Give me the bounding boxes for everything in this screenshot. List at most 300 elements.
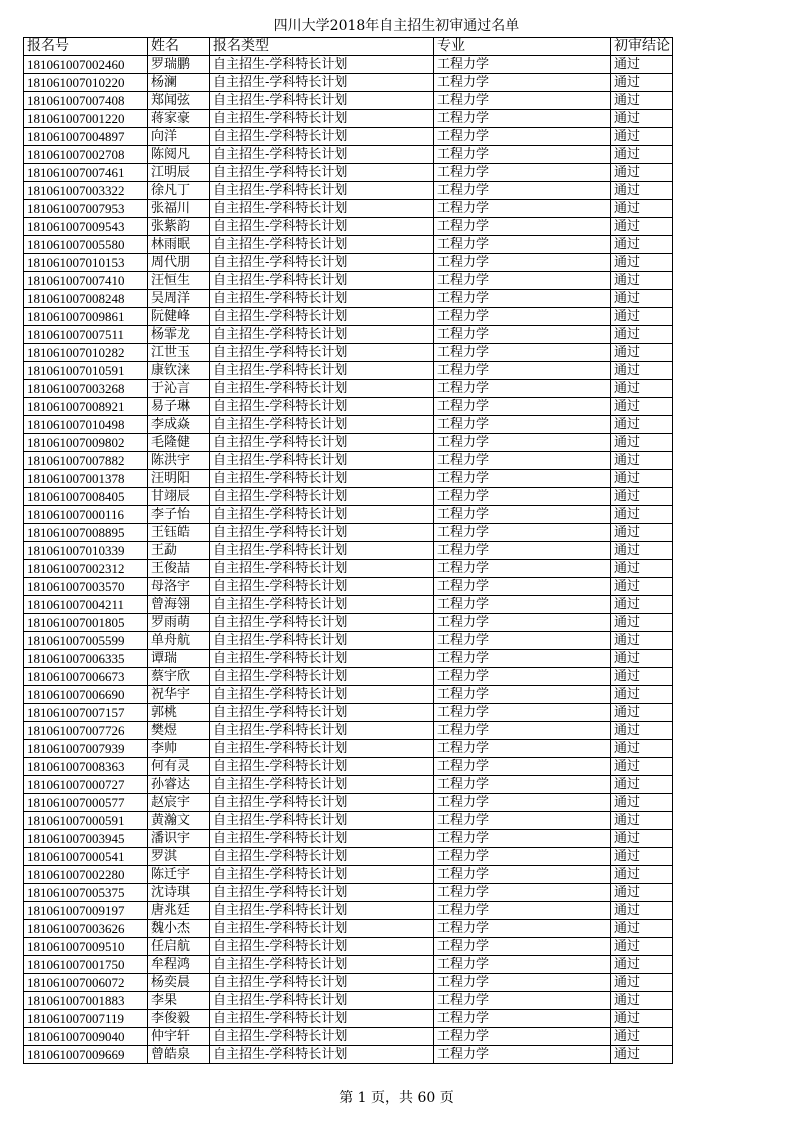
application-type-cell: 自主招生-学科特长计划 bbox=[210, 452, 434, 470]
application-type-cell: 自主招生-学科特长计划 bbox=[210, 362, 434, 380]
name-cell: 谭瑞 bbox=[148, 650, 210, 668]
registration-no-cell: 181061007002460 bbox=[24, 56, 148, 74]
result-cell: 通过 bbox=[611, 650, 673, 668]
name-cell: 曾海翎 bbox=[148, 596, 210, 614]
application-type-cell: 自主招生-学科特长计划 bbox=[210, 470, 434, 488]
major-cell: 工程力学 bbox=[434, 488, 611, 506]
major-cell: 工程力学 bbox=[434, 146, 611, 164]
table-row bbox=[24, 578, 673, 596]
application-type-cell: 自主招生-学科特长计划 bbox=[210, 1028, 434, 1046]
registration-no-cell: 181061007006673 bbox=[24, 668, 148, 686]
application-type-cell: 自主招生-学科特长计划 bbox=[210, 488, 434, 506]
major-cell: 工程力学 bbox=[434, 236, 611, 254]
result-cell: 通过 bbox=[611, 686, 673, 704]
table-row bbox=[24, 974, 673, 992]
application-type-cell: 自主招生-学科特长计划 bbox=[210, 758, 434, 776]
application-type-cell: 自主招生-学科特长计划 bbox=[210, 146, 434, 164]
result-cell: 通过 bbox=[611, 884, 673, 902]
result-cell: 通过 bbox=[611, 290, 673, 308]
result-cell: 通过 bbox=[611, 632, 673, 650]
table-row bbox=[24, 506, 673, 524]
table-row bbox=[24, 344, 673, 362]
result-cell: 通过 bbox=[611, 218, 673, 236]
registration-no-cell: 181061007005599 bbox=[24, 632, 148, 650]
application-type-cell: 自主招生-学科特长计划 bbox=[210, 650, 434, 668]
name-cell: 甘翊辰 bbox=[148, 488, 210, 506]
application-type-cell: 自主招生-学科特长计划 bbox=[210, 416, 434, 434]
major-cell: 工程力学 bbox=[434, 470, 611, 488]
major-cell: 工程力学 bbox=[434, 722, 611, 740]
major-cell: 工程力学 bbox=[434, 128, 611, 146]
registration-no-cell: 181061007008363 bbox=[24, 758, 148, 776]
result-cell: 通过 bbox=[611, 56, 673, 74]
registration-no-cell: 181061007005580 bbox=[24, 236, 148, 254]
result-cell: 通过 bbox=[611, 326, 673, 344]
table-row bbox=[24, 542, 673, 560]
application-type-cell: 自主招生-学科特长计划 bbox=[210, 668, 434, 686]
application-type-cell: 自主招生-学科特长计划 bbox=[210, 866, 434, 884]
registration-no-cell: 181061007000577 bbox=[24, 794, 148, 812]
table-row bbox=[24, 56, 673, 74]
name-cell: 魏小杰 bbox=[148, 920, 210, 938]
registration-no-cell: 181061007003570 bbox=[24, 578, 148, 596]
page-footer: 第 1 页，共 60 页 bbox=[339, 1090, 454, 1106]
major-cell: 工程力学 bbox=[434, 92, 611, 110]
name-cell: 毛隆健 bbox=[148, 434, 210, 452]
application-type-cell: 自主招生-学科特长计划 bbox=[210, 938, 434, 956]
result-cell: 通过 bbox=[611, 830, 673, 848]
name-cell: 蒋家豪 bbox=[148, 110, 210, 128]
result-cell: 通过 bbox=[611, 902, 673, 920]
application-type-cell: 自主招生-学科特长计划 bbox=[210, 290, 434, 308]
result-cell: 通过 bbox=[611, 974, 673, 992]
major-cell: 工程力学 bbox=[434, 650, 611, 668]
table-row bbox=[24, 596, 673, 614]
name-cell: 陈洪宇 bbox=[148, 452, 210, 470]
registration-no-cell: 181061007001378 bbox=[24, 470, 148, 488]
result-cell: 通过 bbox=[611, 362, 673, 380]
name-cell: 曾皓泉 bbox=[148, 1046, 210, 1064]
registration-no-cell: 181061007010153 bbox=[24, 254, 148, 272]
result-cell: 通过 bbox=[611, 740, 673, 758]
result-cell: 通过 bbox=[611, 794, 673, 812]
name-cell: 牟程鸿 bbox=[148, 956, 210, 974]
name-cell: 孙睿达 bbox=[148, 776, 210, 794]
table-row bbox=[24, 758, 673, 776]
application-type-cell: 自主招生-学科特长计划 bbox=[210, 812, 434, 830]
result-cell: 通过 bbox=[611, 506, 673, 524]
name-cell: 赵宸宇 bbox=[148, 794, 210, 812]
name-cell: 向洋 bbox=[148, 128, 210, 146]
name-cell: 母洛宇 bbox=[148, 578, 210, 596]
table-row bbox=[24, 74, 673, 92]
result-cell: 通过 bbox=[611, 128, 673, 146]
registration-no-cell: 181061007003945 bbox=[24, 830, 148, 848]
result-cell: 通过 bbox=[611, 488, 673, 506]
admission-table bbox=[23, 37, 673, 1064]
major-cell: 工程力学 bbox=[434, 812, 611, 830]
column-header-application-type: 报名类型 bbox=[210, 38, 434, 56]
table-row bbox=[24, 434, 673, 452]
registration-no-cell: 181061007000541 bbox=[24, 848, 148, 866]
registration-no-cell: 181061007007953 bbox=[24, 200, 148, 218]
name-cell: 张紫韵 bbox=[148, 218, 210, 236]
application-type-cell: 自主招生-学科特长计划 bbox=[210, 614, 434, 632]
major-cell: 工程力学 bbox=[434, 938, 611, 956]
registration-no-cell: 181061007009669 bbox=[24, 1046, 148, 1064]
application-type-cell: 自主招生-学科特长计划 bbox=[210, 182, 434, 200]
table-row bbox=[24, 830, 673, 848]
application-type-cell: 自主招生-学科特长计划 bbox=[210, 1010, 434, 1028]
name-cell: 李俊毅 bbox=[148, 1010, 210, 1028]
name-cell: 何有灵 bbox=[148, 758, 210, 776]
name-cell: 罗雨萌 bbox=[148, 614, 210, 632]
name-cell: 罗淇 bbox=[148, 848, 210, 866]
table-row bbox=[24, 866, 673, 884]
major-cell: 工程力学 bbox=[434, 992, 611, 1010]
registration-no-cell: 181061007007408 bbox=[24, 92, 148, 110]
table-body bbox=[24, 56, 673, 1064]
application-type-cell: 自主招生-学科特长计划 bbox=[210, 848, 434, 866]
result-cell: 通过 bbox=[611, 74, 673, 92]
major-cell: 工程力学 bbox=[434, 200, 611, 218]
major-cell: 工程力学 bbox=[434, 1010, 611, 1028]
application-type-cell: 自主招生-学科特长计划 bbox=[210, 92, 434, 110]
registration-no-cell: 181061007010591 bbox=[24, 362, 148, 380]
name-cell: 樊煜 bbox=[148, 722, 210, 740]
result-cell: 通过 bbox=[611, 470, 673, 488]
application-type-cell: 自主招生-学科特长计划 bbox=[210, 992, 434, 1010]
name-cell: 仲宇轩 bbox=[148, 1028, 210, 1046]
major-cell: 工程力学 bbox=[434, 290, 611, 308]
name-cell: 罗瑞鹏 bbox=[148, 56, 210, 74]
table-row bbox=[24, 704, 673, 722]
result-cell: 通过 bbox=[611, 956, 673, 974]
major-cell: 工程力学 bbox=[434, 740, 611, 758]
major-cell: 工程力学 bbox=[434, 920, 611, 938]
major-cell: 工程力学 bbox=[434, 416, 611, 434]
registration-no-cell: 181061007004211 bbox=[24, 596, 148, 614]
major-cell: 工程力学 bbox=[434, 524, 611, 542]
table-row bbox=[24, 776, 673, 794]
name-cell: 江世玉 bbox=[148, 344, 210, 362]
major-cell: 工程力学 bbox=[434, 164, 611, 182]
result-cell: 通过 bbox=[611, 524, 673, 542]
result-cell: 通过 bbox=[611, 452, 673, 470]
application-type-cell: 自主招生-学科特长计划 bbox=[210, 524, 434, 542]
registration-no-cell: 181061007009197 bbox=[24, 902, 148, 920]
table-row bbox=[24, 1028, 673, 1046]
major-cell: 工程力学 bbox=[434, 1028, 611, 1046]
result-cell: 通过 bbox=[611, 416, 673, 434]
registration-no-cell: 181061007008895 bbox=[24, 524, 148, 542]
registration-no-cell: 181061007010282 bbox=[24, 344, 148, 362]
name-cell: 易子琳 bbox=[148, 398, 210, 416]
result-cell: 通过 bbox=[611, 722, 673, 740]
name-cell: 李果 bbox=[148, 992, 210, 1010]
name-cell: 阮健峰 bbox=[148, 308, 210, 326]
result-cell: 通过 bbox=[611, 434, 673, 452]
major-cell: 工程力学 bbox=[434, 848, 611, 866]
table-row bbox=[24, 218, 673, 236]
result-cell: 通过 bbox=[611, 560, 673, 578]
name-cell: 黄瀚文 bbox=[148, 812, 210, 830]
registration-no-cell: 181061007001220 bbox=[24, 110, 148, 128]
major-cell: 工程力学 bbox=[434, 560, 611, 578]
registration-no-cell: 181061007001805 bbox=[24, 614, 148, 632]
name-cell: 江明辰 bbox=[148, 164, 210, 182]
result-cell: 通过 bbox=[611, 992, 673, 1010]
document-title: 四川大学2018年自主招生初审通过名单 bbox=[273, 18, 520, 34]
name-cell: 陈迁宇 bbox=[148, 866, 210, 884]
major-cell: 工程力学 bbox=[434, 326, 611, 344]
major-cell: 工程力学 bbox=[434, 110, 611, 128]
result-cell: 通过 bbox=[611, 308, 673, 326]
table-row bbox=[24, 794, 673, 812]
application-type-cell: 自主招生-学科特长计划 bbox=[210, 506, 434, 524]
registration-no-cell: 181061007002312 bbox=[24, 560, 148, 578]
application-type-cell: 自主招生-学科特长计划 bbox=[210, 884, 434, 902]
major-cell: 工程力学 bbox=[434, 758, 611, 776]
major-cell: 工程力学 bbox=[434, 956, 611, 974]
table-row bbox=[24, 992, 673, 1010]
registration-no-cell: 181061007002708 bbox=[24, 146, 148, 164]
registration-no-cell: 181061007006335 bbox=[24, 650, 148, 668]
table-row bbox=[24, 308, 673, 326]
column-header-name: 姓名 bbox=[148, 38, 210, 56]
major-cell: 工程力学 bbox=[434, 308, 611, 326]
major-cell: 工程力学 bbox=[434, 506, 611, 524]
major-cell: 工程力学 bbox=[434, 794, 611, 812]
table-row bbox=[24, 254, 673, 272]
column-header-result: 初审结论 bbox=[611, 38, 673, 56]
name-cell: 李帅 bbox=[148, 740, 210, 758]
application-type-cell: 自主招生-学科特长计划 bbox=[210, 956, 434, 974]
application-type-cell: 自主招生-学科特长计划 bbox=[210, 542, 434, 560]
application-type-cell: 自主招生-学科特长计划 bbox=[210, 56, 434, 74]
registration-no-cell: 181061007003322 bbox=[24, 182, 148, 200]
major-cell: 工程力学 bbox=[434, 434, 611, 452]
application-type-cell: 自主招生-学科特长计划 bbox=[210, 704, 434, 722]
name-cell: 任启航 bbox=[148, 938, 210, 956]
major-cell: 工程力学 bbox=[434, 254, 611, 272]
name-cell: 张福川 bbox=[148, 200, 210, 218]
registration-no-cell: 181061007007119 bbox=[24, 1010, 148, 1028]
table-header-row bbox=[24, 38, 673, 56]
application-type-cell: 自主招生-学科特长计划 bbox=[210, 344, 434, 362]
registration-no-cell: 181061007001750 bbox=[24, 956, 148, 974]
table-row bbox=[24, 380, 673, 398]
registration-no-cell: 181061007010498 bbox=[24, 416, 148, 434]
name-cell: 周代朋 bbox=[148, 254, 210, 272]
name-cell: 杨霏龙 bbox=[148, 326, 210, 344]
result-cell: 通过 bbox=[611, 668, 673, 686]
table-row bbox=[24, 470, 673, 488]
table-row bbox=[24, 128, 673, 146]
table-row bbox=[24, 272, 673, 290]
name-cell: 李成焱 bbox=[148, 416, 210, 434]
registration-no-cell: 181061007007939 bbox=[24, 740, 148, 758]
table-row bbox=[24, 686, 673, 704]
major-cell: 工程力学 bbox=[434, 578, 611, 596]
table-row bbox=[24, 92, 673, 110]
registration-no-cell: 181061007008405 bbox=[24, 488, 148, 506]
table-row bbox=[24, 956, 673, 974]
major-cell: 工程力学 bbox=[434, 56, 611, 74]
application-type-cell: 自主招生-学科特长计划 bbox=[210, 560, 434, 578]
major-cell: 工程力学 bbox=[434, 362, 611, 380]
application-type-cell: 自主招生-学科特长计划 bbox=[210, 200, 434, 218]
registration-no-cell: 181061007007410 bbox=[24, 272, 148, 290]
result-cell: 通过 bbox=[611, 164, 673, 182]
major-cell: 工程力学 bbox=[434, 704, 611, 722]
application-type-cell: 自主招生-学科特长计划 bbox=[210, 686, 434, 704]
registration-no-cell: 181061007002280 bbox=[24, 866, 148, 884]
table-row bbox=[24, 164, 673, 182]
name-cell: 陈阅凡 bbox=[148, 146, 210, 164]
result-cell: 通过 bbox=[611, 182, 673, 200]
major-cell: 工程力学 bbox=[434, 1046, 611, 1064]
registration-no-cell: 181061007007726 bbox=[24, 722, 148, 740]
registration-no-cell: 181061007009861 bbox=[24, 308, 148, 326]
table-row bbox=[24, 200, 673, 218]
name-cell: 王钰皓 bbox=[148, 524, 210, 542]
registration-no-cell: 181061007009040 bbox=[24, 1028, 148, 1046]
name-cell: 潘识宇 bbox=[148, 830, 210, 848]
table-row bbox=[24, 812, 673, 830]
major-cell: 工程力学 bbox=[434, 974, 611, 992]
result-cell: 通过 bbox=[611, 1046, 673, 1064]
registration-no-cell: 181061007000116 bbox=[24, 506, 148, 524]
application-type-cell: 自主招生-学科特长计划 bbox=[210, 974, 434, 992]
name-cell: 汪明阳 bbox=[148, 470, 210, 488]
registration-no-cell: 181061007007157 bbox=[24, 704, 148, 722]
table-row bbox=[24, 848, 673, 866]
name-cell: 徐凡丁 bbox=[148, 182, 210, 200]
application-type-cell: 自主招生-学科特长计划 bbox=[210, 722, 434, 740]
name-cell: 杨奕晨 bbox=[148, 974, 210, 992]
table-row bbox=[24, 920, 673, 938]
application-type-cell: 自主招生-学科特长计划 bbox=[210, 110, 434, 128]
major-cell: 工程力学 bbox=[434, 668, 611, 686]
result-cell: 通过 bbox=[611, 380, 673, 398]
application-type-cell: 自主招生-学科特长计划 bbox=[210, 398, 434, 416]
result-cell: 通过 bbox=[611, 398, 673, 416]
result-cell: 通过 bbox=[611, 848, 673, 866]
major-cell: 工程力学 bbox=[434, 344, 611, 362]
registration-no-cell: 181061007006072 bbox=[24, 974, 148, 992]
registration-no-cell: 181061007009802 bbox=[24, 434, 148, 452]
table-row bbox=[24, 146, 673, 164]
registration-no-cell: 181061007003626 bbox=[24, 920, 148, 938]
registration-no-cell: 181061007007511 bbox=[24, 326, 148, 344]
major-cell: 工程力学 bbox=[434, 218, 611, 236]
name-cell: 于沁言 bbox=[148, 380, 210, 398]
name-cell: 康钦涞 bbox=[148, 362, 210, 380]
result-cell: 通过 bbox=[611, 254, 673, 272]
result-cell: 通过 bbox=[611, 920, 673, 938]
registration-no-cell: 181061007008921 bbox=[24, 398, 148, 416]
application-type-cell: 自主招生-学科特长计划 bbox=[210, 218, 434, 236]
table-row bbox=[24, 1010, 673, 1028]
result-cell: 通过 bbox=[611, 1010, 673, 1028]
registration-no-cell: 181061007005375 bbox=[24, 884, 148, 902]
table-row bbox=[24, 416, 673, 434]
application-type-cell: 自主招生-学科特长计划 bbox=[210, 74, 434, 92]
major-cell: 工程力学 bbox=[434, 398, 611, 416]
result-cell: 通过 bbox=[611, 614, 673, 632]
registration-no-cell: 181061007008248 bbox=[24, 290, 148, 308]
major-cell: 工程力学 bbox=[434, 596, 611, 614]
application-type-cell: 自主招生-学科特长计划 bbox=[210, 794, 434, 812]
name-cell: 吴周洋 bbox=[148, 290, 210, 308]
table-row bbox=[24, 236, 673, 254]
name-cell: 林雨眠 bbox=[148, 236, 210, 254]
major-cell: 工程力学 bbox=[434, 272, 611, 290]
column-header-major: 专业 bbox=[434, 38, 611, 56]
result-cell: 通过 bbox=[611, 200, 673, 218]
table-row bbox=[24, 452, 673, 470]
major-cell: 工程力学 bbox=[434, 776, 611, 794]
major-cell: 工程力学 bbox=[434, 380, 611, 398]
registration-no-cell: 181061007004897 bbox=[24, 128, 148, 146]
name-cell: 郑闻弦 bbox=[148, 92, 210, 110]
registration-no-cell: 181061007000591 bbox=[24, 812, 148, 830]
registration-no-cell: 181061007007461 bbox=[24, 164, 148, 182]
result-cell: 通过 bbox=[611, 578, 673, 596]
registration-no-cell: 181061007000727 bbox=[24, 776, 148, 794]
table-row bbox=[24, 398, 673, 416]
registration-no-cell: 181061007003268 bbox=[24, 380, 148, 398]
table-row bbox=[24, 362, 673, 380]
table-row bbox=[24, 1046, 673, 1064]
application-type-cell: 自主招生-学科特长计划 bbox=[210, 434, 434, 452]
table-row bbox=[24, 740, 673, 758]
registration-no-cell: 181061007010339 bbox=[24, 542, 148, 560]
name-cell: 郭桃 bbox=[148, 704, 210, 722]
name-cell: 李子怡 bbox=[148, 506, 210, 524]
result-cell: 通过 bbox=[611, 776, 673, 794]
name-cell: 单舟航 bbox=[148, 632, 210, 650]
table-row bbox=[24, 632, 673, 650]
table-row bbox=[24, 326, 673, 344]
application-type-cell: 自主招生-学科特长计划 bbox=[210, 578, 434, 596]
result-cell: 通过 bbox=[611, 812, 673, 830]
result-cell: 通过 bbox=[611, 146, 673, 164]
major-cell: 工程力学 bbox=[434, 632, 611, 650]
major-cell: 工程力学 bbox=[434, 830, 611, 848]
result-cell: 通过 bbox=[611, 596, 673, 614]
table-row bbox=[24, 524, 673, 542]
name-cell: 王俊喆 bbox=[148, 560, 210, 578]
table-row bbox=[24, 488, 673, 506]
application-type-cell: 自主招生-学科特长计划 bbox=[210, 128, 434, 146]
major-cell: 工程力学 bbox=[434, 686, 611, 704]
result-cell: 通过 bbox=[611, 1028, 673, 1046]
table-row bbox=[24, 560, 673, 578]
application-type-cell: 自主招生-学科特长计划 bbox=[210, 632, 434, 650]
table-row bbox=[24, 290, 673, 308]
major-cell: 工程力学 bbox=[434, 452, 611, 470]
registration-no-cell: 181061007006690 bbox=[24, 686, 148, 704]
table-row bbox=[24, 650, 673, 668]
name-cell: 唐兆廷 bbox=[148, 902, 210, 920]
major-cell: 工程力学 bbox=[434, 182, 611, 200]
table-row bbox=[24, 182, 673, 200]
table-row bbox=[24, 110, 673, 128]
table-row bbox=[24, 668, 673, 686]
application-type-cell: 自主招生-学科特长计划 bbox=[210, 236, 434, 254]
